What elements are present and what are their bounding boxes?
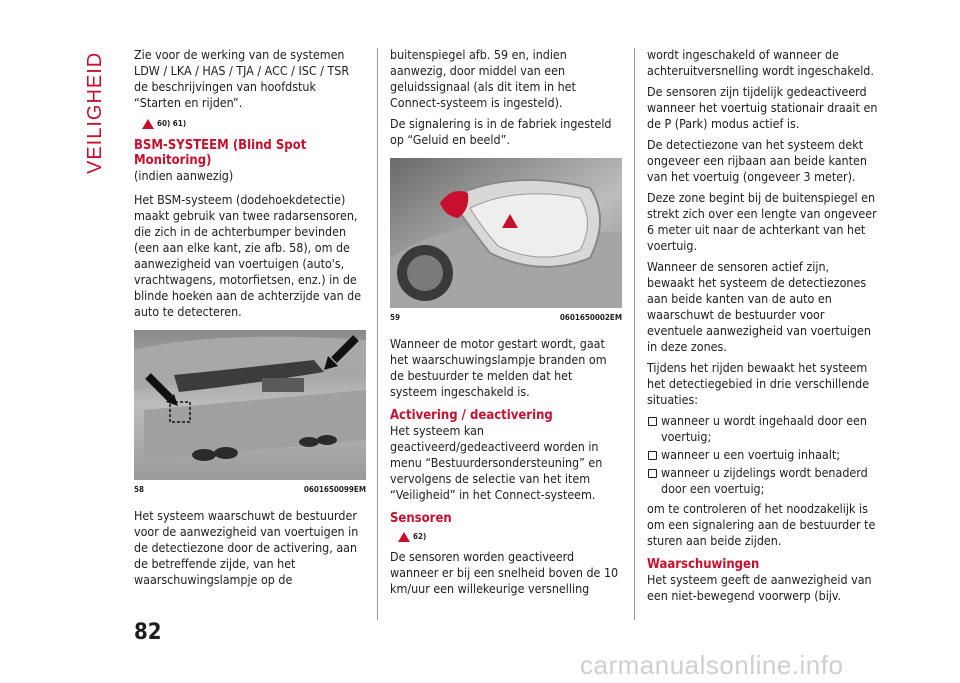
warning-reference [142, 116, 366, 132]
warnings-heading: Waarschuwingen [647, 557, 760, 572]
column-3 [647, 47, 879, 609]
mirror-paragraph: buitenspiegel afb. 59 en, indien aanwezig, door middel van een geluidssignaal (als dit item in het Connect-systeem is ingesteld). [390, 47, 576, 110]
gear-paragraph: wordt ingeschakeld of wanneer de achteruitversnelling wordt ingeschakeld. [647, 47, 874, 78]
figure-number: 58 [134, 485, 145, 494]
column-divider [377, 48, 378, 620]
list-item: wanneer u een voertuig inhaalt; [647, 447, 879, 463]
warning-reference-label: 60) 61) [157, 119, 187, 128]
figure-number: 59 [390, 313, 401, 322]
warning-reference-label: 62) [413, 532, 427, 541]
figure-58 [134, 330, 366, 498]
warning-triangle-icon [142, 119, 154, 129]
figure-code: 0601650002EM [559, 313, 622, 322]
deactivated-paragraph: De sensoren zijn tijdelijk gedeactiveerd wanneer het voertuig stationair draait en de P (Park) modus actief is. [647, 84, 878, 131]
zone-length-paragraph: Deze zone begint bij de buitenspiegel en strekt zich over een lengte van ongeveer 6 meter uit naar de achterkant van het voertuig. [647, 190, 877, 253]
situations-paragraph: Tijdens het rijden bewaakt het systeem het detectiegebied in drie verschillende situaties: [647, 360, 870, 407]
rear-bumper-image [134, 330, 366, 480]
activation-paragraph: Het systeem kan geactiveerd/gedeactiveerd worden in menu “Bestuurdersondersteuning” en vervolgens de selectie van het item “Veiligheid” in het Connect-systeem. [390, 423, 603, 502]
page-number: 82 [134, 620, 162, 645]
figure-58-caption [134, 482, 366, 498]
signal-check-paragraph: om te controleren of het noodzakelijk is om een signalering aan de bestuurder te sturen aan beide zijden. [647, 501, 876, 548]
figure-59 [390, 158, 622, 326]
bsm-paragraph: Het BSM-systeem (dodehoekdetectie) maakt gebruik van twee radarsensoren, die zich in de achterbumper bevinden (een aan elke kant, zie afb. 58), om de aanwezigheid van voertuigen (auto's, vrachtwagens, motorfietsen, enz.) in de blinde hoeken aan de achterzijde van de auto te detecteren. [134, 192, 362, 319]
monitoring-paragraph: Wanneer de sensoren actief zijn, bewaakt het systeem de detectiezones aan beide kanten van de auto en waarschuwt de bestuurder voor eventuele aanwezigheid van voertuigen in deze zones. [647, 259, 871, 354]
side-mirror-image [390, 158, 622, 308]
warning-reference [398, 529, 622, 545]
figure-59-caption [390, 310, 622, 326]
sensors-paragraph: De sensoren worden geactiveerd wanneer er bij een snelheid boven de 10 km/uur een willekeurige versnelling [390, 549, 619, 596]
bsm-heading: BSM-SYSTEEM (Blind Spot Monitoring) [134, 138, 307, 168]
column-divider [634, 48, 635, 620]
optional-note: (indien aanwezig) [134, 168, 234, 183]
list-item: wanneer u zijdelings wordt benaderd door een voertuig; [647, 465, 879, 497]
section-tab-label: VEILIGHEID [84, 51, 106, 174]
warnings-paragraph: Het systeem geeft de aanwezigheid van een niet-bewegend voorwerp (bijv. [647, 572, 872, 603]
situations-list [647, 413, 879, 497]
warning-triangle-icon [398, 532, 410, 542]
list-item: wanneer u wordt ingehaald door een voertuig; [647, 413, 879, 445]
activation-heading: Activering / deactivering [390, 408, 553, 423]
after-figure-paragraph: Het systeem waarschuwt de bestuurder voor de aanwezigheid van voertuigen in de detectiezone door de activering, aan de betreffende zijde, van het waarschuwingslampje op de [134, 508, 359, 587]
figure-code: 0601650099EM [303, 485, 366, 494]
signal-paragraph: De signalering is in de fabriek ingesteld op “Geluid en beeld”. [390, 116, 612, 147]
zone-paragraph: De detectiezone van het systeem dekt ongeveer een rijbaan aan beide kanten van het voertuig (ongeveer 3 meter). [647, 137, 867, 184]
column-1 [134, 47, 366, 593]
watermark: carmanualsonline.info [580, 650, 844, 680]
startup-paragraph: Wanneer de motor gestart wordt, gaat het waarschuwingslampje branden om de bestuurder te melden dat het systeem ingeschakeld is. [390, 336, 607, 399]
intro-paragraph: Zie voor de werking van de systemen LDW / LKA / HAS / TJA / ACC / ISC / TSR de beschrijvingen van hoofdstuk “Starten en rijden”. [134, 47, 350, 110]
section-tab [84, 51, 106, 174]
sensors-heading: Sensoren [390, 511, 452, 526]
column-2 [390, 47, 622, 602]
